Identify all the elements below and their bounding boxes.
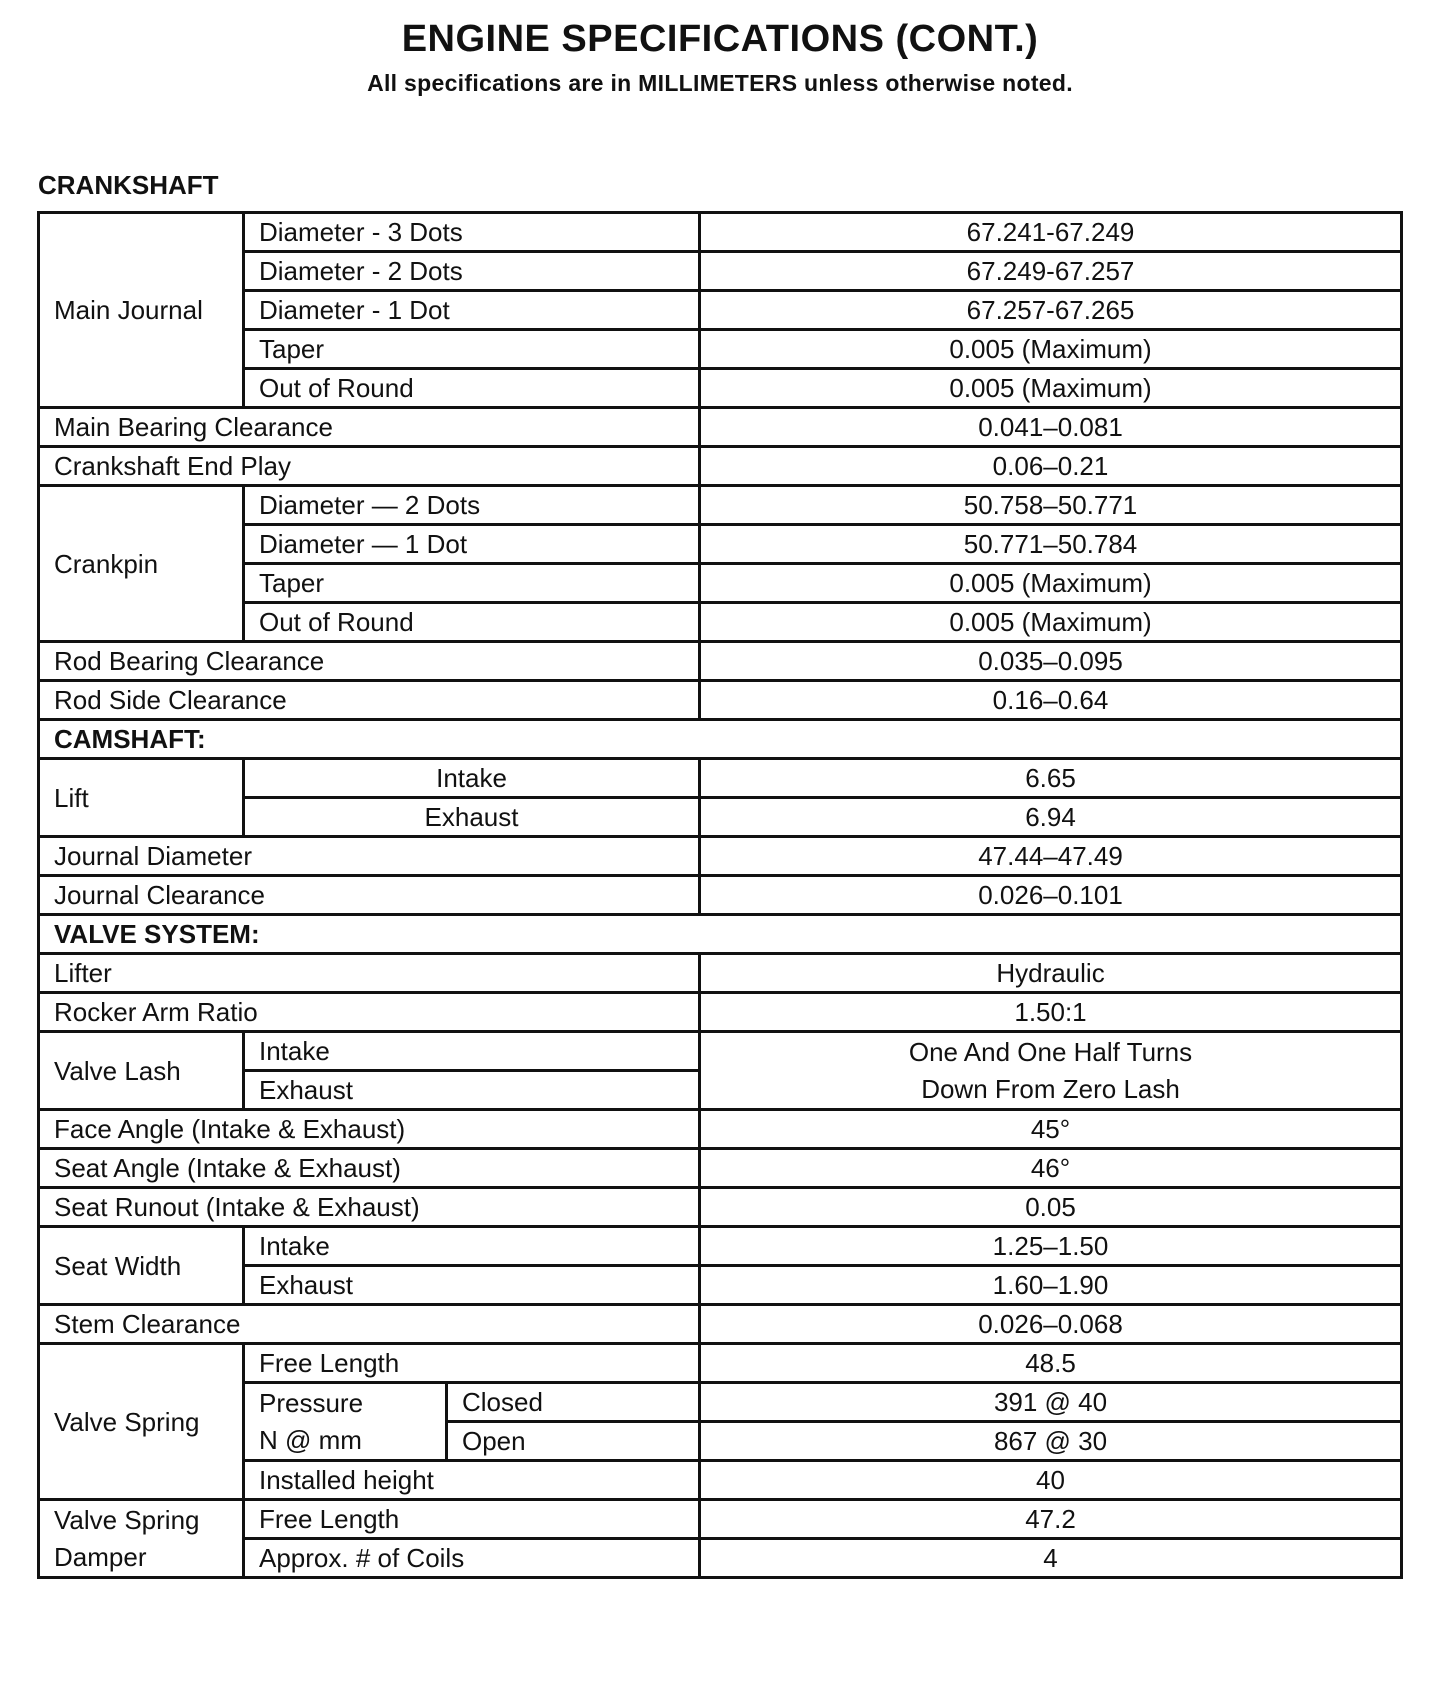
valve-system-heading: VALVE SYSTEM: [39,915,1402,954]
table-row [39,759,1402,798]
spec-value: 0.026–0.101 [700,876,1402,915]
spec-value: 6.65 [700,759,1402,798]
page-subtitle: All specifications are in MILLIMETERS unless otherwise noted. [367,70,1073,96]
table-row [39,1305,1402,1344]
table-row [39,954,1402,993]
spec-label: Rod Bearing Clearance [39,642,700,681]
spec-value: 391 @ 40 [700,1383,1402,1422]
spec-value: 0.035–0.095 [700,642,1402,681]
spec-label: Diameter - 1 Dot [244,291,700,330]
spec-value: Down From Zero Lash [700,1071,1402,1110]
spec-label: Out of Round [244,369,700,408]
table-row [39,330,1402,369]
table-row [39,369,1402,408]
spec-value: 45° [700,1110,1402,1149]
table-row [39,1539,1402,1578]
spec-label: Approx. # of Coils [244,1539,700,1578]
table-row [39,1188,1402,1227]
spec-value: 40 [700,1461,1402,1500]
spec-label: Out of Round [244,603,700,642]
spec-label: Intake [244,1227,700,1266]
spec-value: One And One Half Turns [700,1032,1402,1071]
spec-label: Installed height [244,1461,700,1500]
table-row [39,1500,1402,1539]
valve-lash-label: Valve Lash [39,1032,244,1110]
table-row [39,603,1402,642]
table-row [39,1422,1402,1461]
spec-value: 47.2 [700,1500,1402,1539]
spec-value: 0.005 (Maximum) [700,564,1402,603]
crankshaft-heading: CRANKSHAFT [38,170,219,200]
table-row [39,720,1402,759]
crankpin-label: Crankpin [39,486,244,642]
spec-value: 1.50:1 [700,993,1402,1032]
spec-value: 48.5 [700,1344,1402,1383]
spec-label: Diameter — 1 Dot [244,525,700,564]
table-row [39,876,1402,915]
spec-label: Main Bearing Clearance [39,408,700,447]
table-row [39,1071,1402,1110]
table-row [39,1266,1402,1305]
spec-label: Open [447,1422,700,1461]
table-row [39,213,1402,252]
valve-spring-label: Valve Spring [39,1344,244,1500]
damper-label-line1: Valve Spring [39,1500,244,1539]
spec-value: 867 @ 30 [700,1422,1402,1461]
table-row [39,798,1402,837]
spec-label: Diameter - 3 Dots [244,213,700,252]
spec-label: Exhaust [244,1071,700,1110]
spec-label: Stem Clearance [39,1305,700,1344]
table-row [39,1032,1402,1071]
table-row [39,1344,1402,1383]
spec-value: 50.758–50.771 [700,486,1402,525]
table-row [39,837,1402,876]
spec-label: Diameter - 2 Dots [244,252,700,291]
spec-label: Intake [244,1032,700,1071]
spec-label: Seat Runout (Intake & Exhaust) [39,1188,700,1227]
spec-value: 0.005 (Maximum) [700,330,1402,369]
engine-specs-table [37,211,1403,1579]
spec-value: 0.005 (Maximum) [700,369,1402,408]
spec-value: 1.60–1.90 [700,1266,1402,1305]
spec-value: 0.041–0.081 [700,408,1402,447]
spec-label: Taper [244,564,700,603]
table-row [39,1110,1402,1149]
table-row [39,1227,1402,1266]
spec-label: Exhaust [244,1266,700,1305]
damper-label-line2: Damper [39,1539,244,1578]
spec-value: 46° [700,1149,1402,1188]
spec-label: Journal Diameter [39,837,700,876]
spec-label: Journal Clearance [39,876,700,915]
table-row [39,1383,1402,1422]
table-row [39,486,1402,525]
table-row [39,681,1402,720]
spec-value: 67.257-67.265 [700,291,1402,330]
spec-value: 6.94 [700,798,1402,837]
seat-width-label: Seat Width [39,1227,244,1305]
spec-value: 67.249-67.257 [700,252,1402,291]
spec-value: 50.771–50.784 [700,525,1402,564]
camshaft-heading: CAMSHAFT: [39,720,1402,759]
page-title: ENGINE SPECIFICATIONS (CONT.) [401,18,1039,60]
spec-value: 0.06–0.21 [700,447,1402,486]
table-row [39,447,1402,486]
table-row [39,1461,1402,1500]
table-row [39,915,1402,954]
spec-label: Free Length [244,1344,700,1383]
spec-value: 47.44–47.49 [700,837,1402,876]
spec-label: Rocker Arm Ratio [39,993,700,1032]
spec-value: Hydraulic [700,954,1402,993]
table-row [39,1149,1402,1188]
table-row [39,291,1402,330]
spec-label: Diameter — 2 Dots [244,486,700,525]
spec-value: 0.026–0.068 [700,1305,1402,1344]
pressure-unit-label: N @ mm [244,1422,447,1461]
spec-label: Taper [244,330,700,369]
pressure-label: Pressure [244,1383,447,1422]
spec-value: 1.25–1.50 [700,1227,1402,1266]
spec-value: 0.005 (Maximum) [700,603,1402,642]
spec-value: 67.241-67.249 [700,213,1402,252]
spec-label: Closed [447,1383,700,1422]
table-row [39,564,1402,603]
spec-label: Free Length [244,1500,700,1539]
spec-label: Rod Side Clearance [39,681,700,720]
table-row [39,525,1402,564]
table-row [39,642,1402,681]
spec-label: Lifter [39,954,700,993]
spec-label: Intake [244,759,700,798]
spec-label: Exhaust [244,798,700,837]
spec-label: Crankshaft End Play [39,447,700,486]
spec-value: 4 [700,1539,1402,1578]
table-row [39,252,1402,291]
spec-label: Seat Angle (Intake & Exhaust) [39,1149,700,1188]
spec-value: 0.16–0.64 [700,681,1402,720]
table-row [39,408,1402,447]
lift-label: Lift [39,759,244,837]
spec-value: 0.05 [700,1188,1402,1227]
table-row [39,993,1402,1032]
main-journal-label: Main Journal [39,213,244,408]
spec-label: Face Angle (Intake & Exhaust) [39,1110,700,1149]
